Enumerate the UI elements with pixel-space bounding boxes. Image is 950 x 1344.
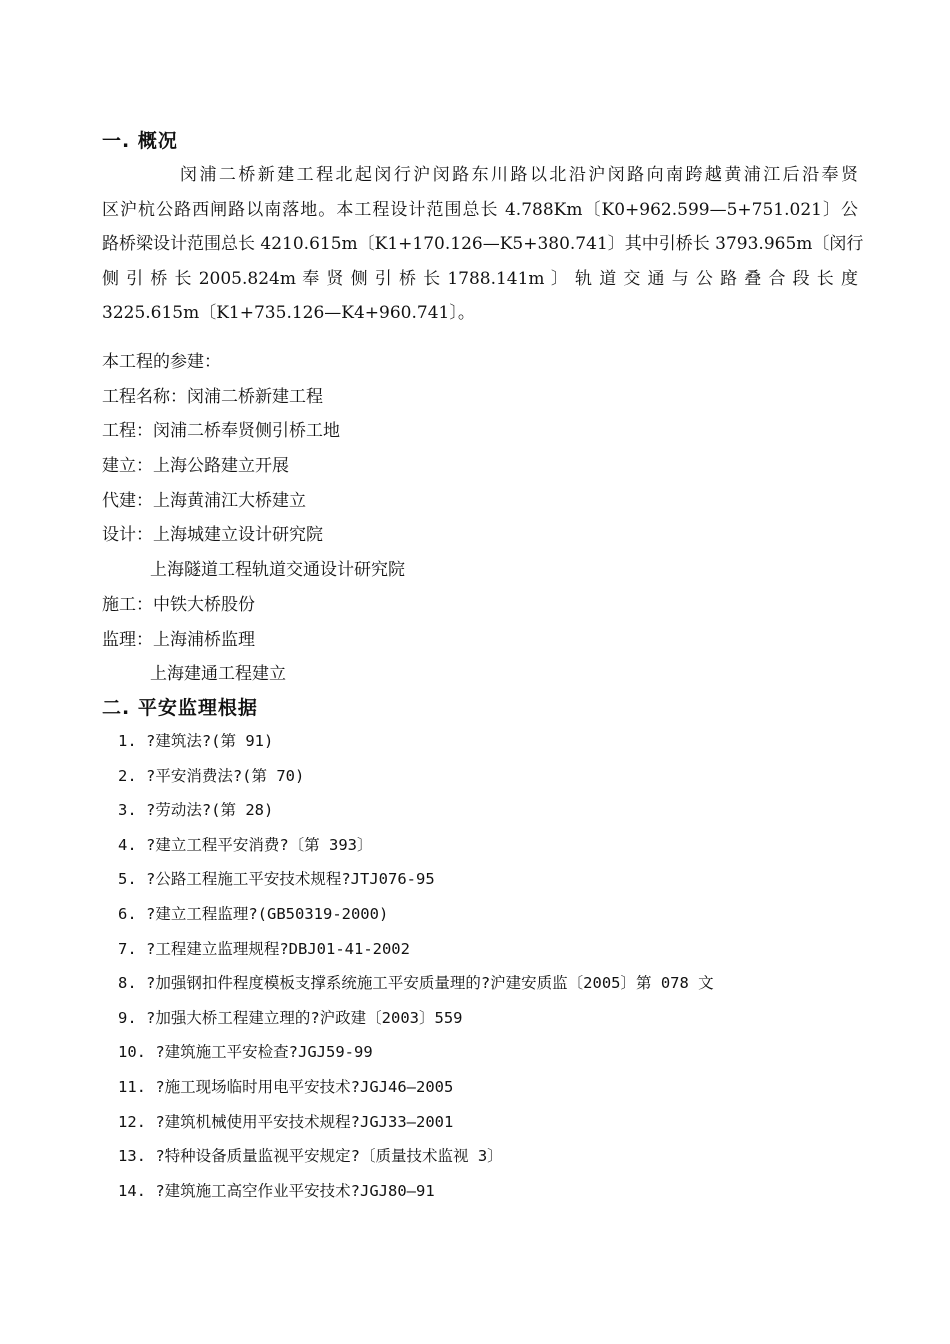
list-item: 8. ?加强钢扣件程度模板支撑系统施工平安质量理的?沪建安质监〔2005〕第 078 文 [118,974,714,993]
paragraph-line: 区沪杭公路西闸路以南落地。本工程设计范围总长 4.788Km〔K0+962.599—5+751.021〕公 [102,199,858,220]
project-name-row: 工程名称：闵浦二桥新建工程 [102,386,323,407]
list-item: 9. ?加强大桥工程建立理的?沪政建〔2003〕559 [118,1008,463,1027]
list-item: 2. ?平安消费法?(第 70) [118,766,305,785]
paragraph-line: 路桥梁设计范围总长 4210.615m〔K1+170.126—K5+380.741〕其中引桥长 3793.965m〔闵行 [102,234,864,254]
paragraph-line: 闵浦二桥新建工程北起闵行沪闵路东川路以北沿沪闵路向南跨越黄浦江后沿奉贤 [180,165,858,185]
paragraph-line: 3225.615m〔K1+735.126—K4+960.741〕。 [102,303,475,323]
list-item: 5. ?公路工程施工平安技术规程?JTJ076-95 [118,870,435,889]
participants-list [102,345,862,692]
list-item: 10. ?建筑施工平安检查?JGJ59-99 [118,1043,373,1062]
reference-list [118,724,898,1208]
agent-builder-row: 代建：上海黄浦江大桥建立 [102,490,306,511]
list-item: 6. ?建立工程监理?(GB50319-2000) [118,904,389,923]
overview-paragraph [102,158,864,331]
section-heading-overview: 一. 概况 [102,130,178,152]
list-item: 7. ?工程建立监理规程?DBJ01-41-2002 [118,939,410,958]
supervision-row-secondary: 上海建通工程建立 [150,664,286,685]
list-item: 12. ?建筑机械使用平安技术规程?JGJ33—2001 [118,1112,454,1131]
list-item: 14. ?建筑施工高空作业平安技术?JGJ80—91 [118,1181,435,1200]
supervision-row: 监理：上海浦桥监理 [102,629,255,650]
list-item: 1. ?建筑法?(第 91) [118,732,274,750]
list-item: 4. ?建立工程平安消费?〔第 393〕 [118,835,373,854]
paragraph-line: 侧 引 桥 长 2005.824m 奉 贤 侧 引 桥 长 1788.141m 〕 轨 道 交 通 与 公 路 叠 合 段 长 度 [102,268,858,289]
construction-row: 施工：中铁大桥股份 [102,594,255,615]
project-site-row: 工程：闵浦二桥奉贤侧引桥工地 [102,421,340,442]
list-item: 3. ?劳动法?(第 28) [118,801,274,820]
participants-intro: 本工程的参建： [102,352,221,372]
section-heading-safety-basis: 二. 平安监理根据 [102,697,258,719]
builder-row: 建立：上海公路建立开展 [102,456,289,477]
list-item: 13. ?特种设备质量监视平安规定?〔质量技术监视 3〕 [118,1147,503,1166]
designer-row: 设计：上海城建立设计研究院 [102,525,323,546]
list-item: 11. ?施工现场临时用电平安技术?JGJ46—2005 [118,1077,454,1096]
designer-row-secondary: 上海隧道工程轨道交通设计研究院 [150,560,405,581]
